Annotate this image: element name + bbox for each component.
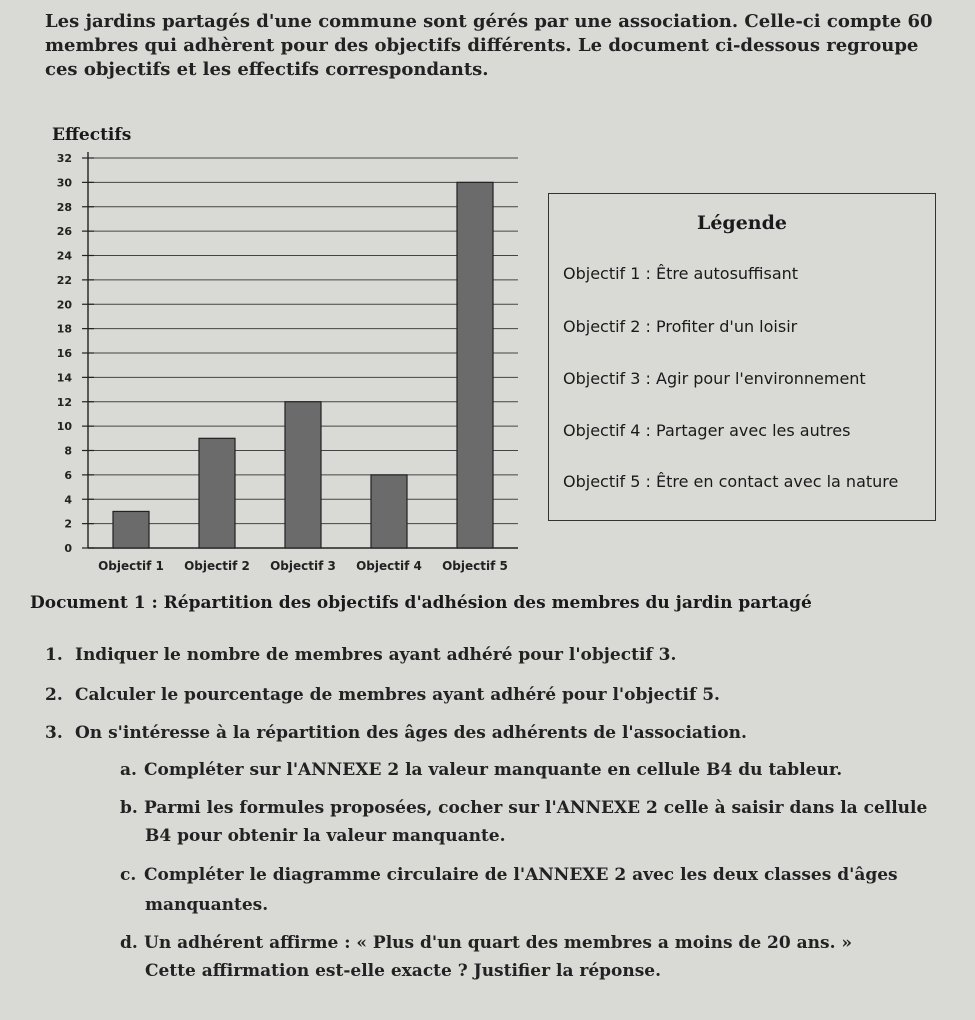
subquestion-b-letter: b. (120, 798, 138, 818)
y-tick-label: 28 (56, 200, 72, 214)
y-tick-label: 30 (56, 176, 72, 190)
y-tick-label: 18 (56, 322, 72, 336)
y-tick-label: 24 (56, 249, 72, 263)
legend-item-4: Objectif 4 : Partager avec les autres (563, 421, 851, 440)
subquestion-b-line1: Parmi les formules proposées, cocher sur l'ANNEXE 2 celle à saisir dans la cellule (144, 798, 928, 818)
y-tick-label: 0 (64, 542, 72, 555)
y-axis-label: Effectifs (52, 125, 132, 145)
subquestion-b (120, 794, 927, 822)
subquestion-d-line1: Un adhérent affirme : « Plus d'un quart des membres a moins de 20 ans. » (144, 933, 853, 953)
document-caption: Document 1 : Répartition des objectifs d'adhésion des membres du jardin partagé (30, 593, 812, 613)
x-tick-label: Objectif 5 (442, 559, 508, 573)
x-tick-label: Objectif 1 (98, 559, 164, 573)
y-tick-label: 14 (56, 371, 72, 385)
question-2 (45, 681, 720, 709)
question-3 (45, 719, 747, 747)
question-1 (45, 641, 676, 669)
y-tick-label: 20 (56, 298, 72, 312)
bar (371, 475, 407, 548)
question-1-number: 1. (45, 645, 63, 665)
bar (285, 402, 321, 548)
legend-title: Légende (696, 212, 787, 234)
y-tick-label: 8 (64, 444, 72, 458)
bar (199, 438, 235, 548)
subquestion-d (120, 929, 852, 957)
question-3-text: On s'intéresse à la répartition des âges des adhérents de l'association. (75, 723, 747, 743)
y-tick-label: 4 (64, 493, 72, 507)
legend-item-5: Objectif 5 : Être en contact avec la nature (563, 472, 899, 491)
y-tick-label: 26 (56, 225, 72, 239)
subquestion-a (120, 756, 842, 784)
subquestion-d-line2: Cette affirmation est-elle exacte ? Justifier la réponse. (145, 961, 662, 981)
legend-box (548, 193, 936, 521)
subquestion-a-letter: a. (120, 760, 137, 780)
y-tick-label: 16 (56, 347, 72, 360)
x-tick-label: Objectif 4 (356, 559, 422, 573)
question-2-text: Calculer le pourcentage de membres ayant adhéré pour l'objectif 5. (75, 685, 720, 705)
y-tick-label: 10 (56, 420, 72, 434)
question-1-text: Indiquer le nombre de membres ayant adhéré pour l'objectif 3. (75, 645, 677, 665)
subquestion-c (120, 861, 898, 889)
subquestion-c-letter: c. (120, 865, 137, 885)
x-tick-label: Objectif 3 (270, 559, 336, 573)
bar (457, 182, 493, 548)
subquestion-b-line2: B4 pour obtenir la valeur manquante. (145, 826, 506, 846)
y-tick-label: 6 (64, 468, 72, 482)
y-tick-label: 22 (56, 273, 72, 287)
y-tick-label: 2 (64, 517, 72, 531)
y-tick-label: 32 (56, 152, 72, 165)
subquestion-a-text: Compléter sur l'ANNEXE 2 la valeur manquante en cellule B4 du tableur. (144, 760, 843, 780)
subquestion-c-line2: manquantes. (145, 895, 269, 915)
bar (113, 511, 149, 548)
subquestion-c-line1: Compléter le diagramme circulaire de l'ANNEXE 2 avec les deux classes d'âges (144, 865, 898, 885)
legend-item-3: Objectif 3 : Agir pour l'environnement (563, 369, 866, 388)
subquestion-d-letter: d. (120, 933, 138, 953)
intro-paragraph: Les jardins partagés d'une commune sont gérés par une association. Celle-ci compte 60 membres qui adhèrent pour des objectifs différents. Le document ci-dessous regroupe ces objectifs et les effectifs correspondants. (45, 11, 933, 80)
x-tick-label: Objectif 2 (184, 559, 250, 573)
question-2-number: 2. (45, 685, 63, 705)
legend-item-2: Objectif 2 : Profiter d'un loisir (563, 317, 798, 336)
y-tick-label: 12 (56, 395, 72, 409)
legend-item-1: Objectif 1 : Être autosuffisant (563, 264, 799, 283)
question-3-number: 3. (45, 723, 63, 743)
